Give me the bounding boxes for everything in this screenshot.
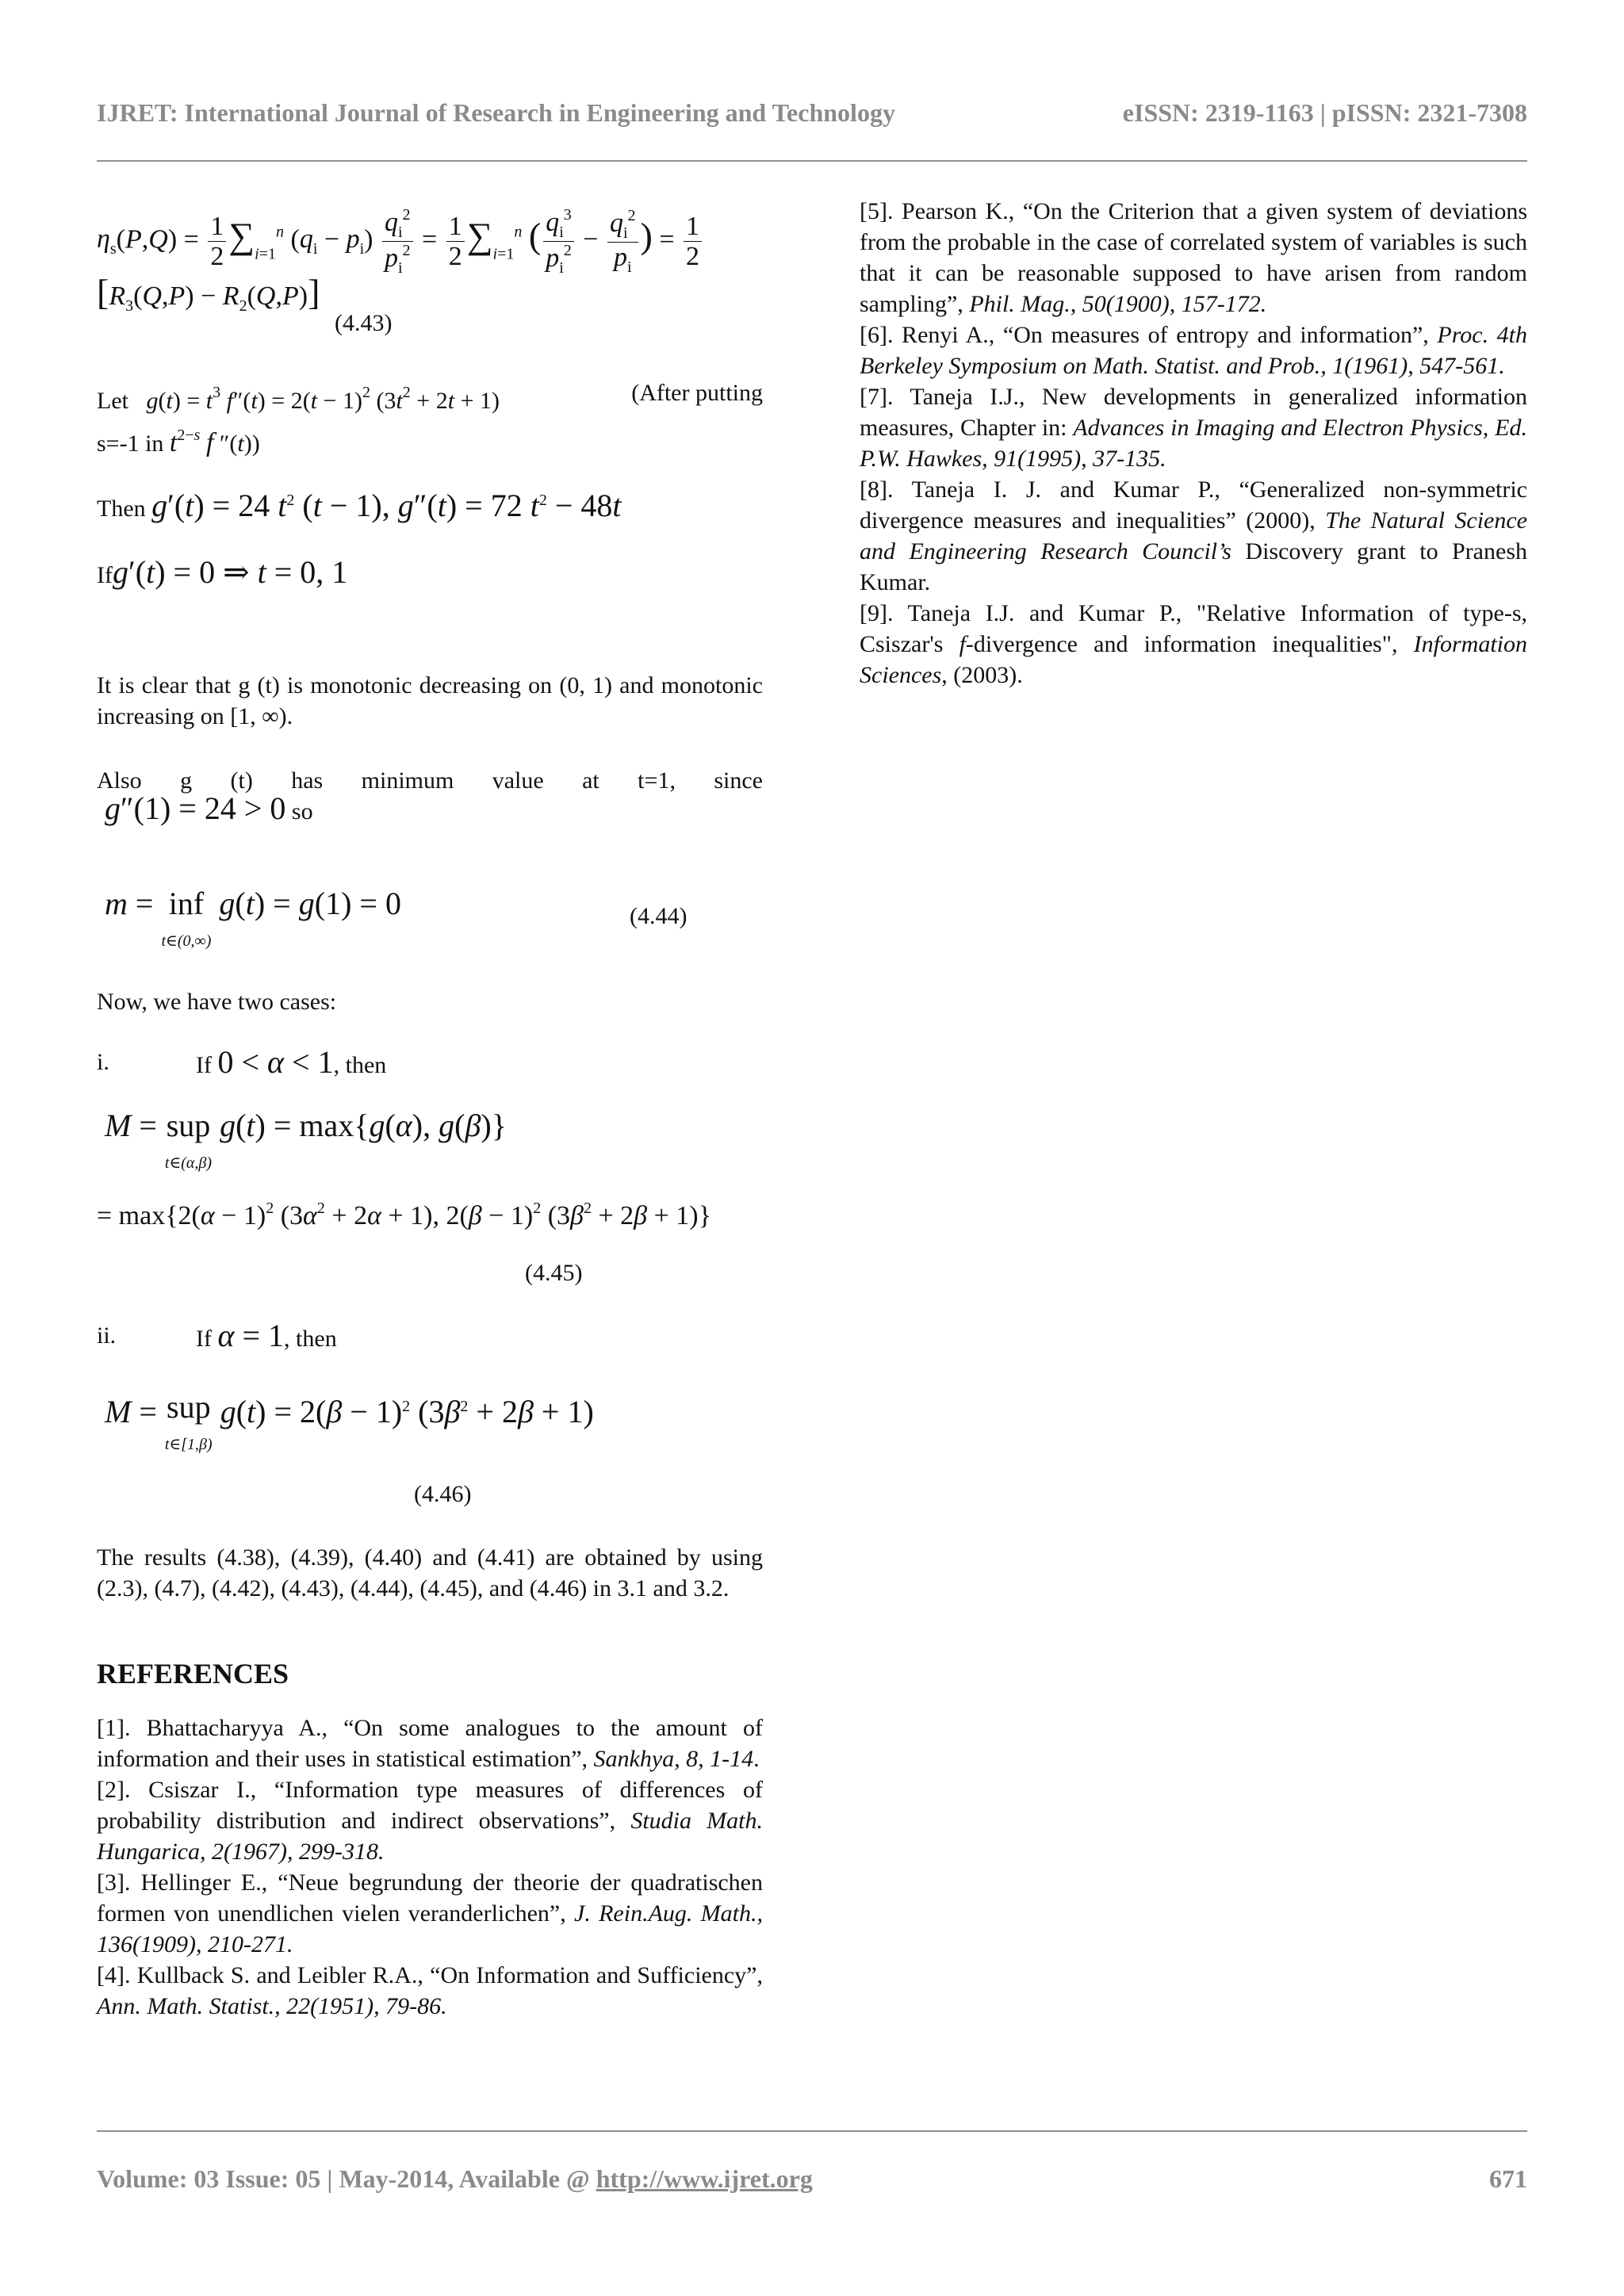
results-paragraph: The results (4.38), (4.39), (4.40) and (4.41) are obtained by using (2.3), (4.7), (4.42), (4.43), (4.44), (4.45), and (4.46) in 3.1 and 3.2. [97,1544,763,1601]
also-line: Also g (t) has minimum value at t=1, since [97,767,763,794]
reference-item: [4]. Kullback S. and Leibler R.A., “On Information and Sufficiency”, Ann. Math. Statist., 22(1951), 79-86. [97,1962,763,2019]
so-word: so [291,798,313,825]
reference-item: [6]. Renyi A., “On measures of entropy and information”, Proc. 4th Berkeley Symposium on Math. Statist. and Prob., 1(1961), 547-561. [860,322,1527,379]
then-line: Then g′(t) = 24 $t^2$ (t − 1), g″(t) = 72 $t^2 - 48t$ [97,488,622,523]
equation-4-45-line2: = $\max\{2(\alpha - 1)^2$ $(3\alpha^2 + 2\alpha + 1)$, $2(\beta - 1)^2$ $(3\beta^2 + 2\beta + 1)$} [97,1200,711,1230]
equation-4-45-line1: M = sup t∈(α,β) g(t) = max{g(α), g(β)} [105,1108,507,1172]
reference-item: [1]. Bhattacharyya A., “On some analogues to the amount of information and their uses in statistical estimation”, Sankhya, 8, 1-14. [97,1715,763,1772]
reference-item: [7]. Taneja I.J., New developments in generalized information measures, Chapter in: Advances in Imaging and Electron Physics, Ed. P.W. Hawkes, 91(1995), 37-135. [860,384,1527,472]
if-word: If [97,562,113,588]
reference-item: [5]. Pearson K., “On the Criterion that a given system of deviations from the probable in the case of correlated system of variables is such that it can be reasonable supposed to have arisen from random sampling”, Phil. Mag., 50(1900), 157-172. [860,198,1527,317]
references-heading: REFERENCES [97,1658,289,1689]
volume-info [97,2164,813,2194]
header-divider [97,160,1527,162]
references-left [97,1712,763,2022]
page-number: 671 [1489,2164,1527,2193]
s-line: s=-1 in $t^{2-s}$ f ″(t)) [97,427,260,457]
equation-number: (4.45) [525,1260,583,1286]
equation-4-43: $\eta_s(P,Q)$ = $\frac{1}{2}$ $\sum_{i=1}^n$ $(q_i - p_i)$ $\frac{q_i^2}{p_i^2}$ = $\frac{1}{2}$ $\sum_{i=1}^n$ ( $\frac{q_i^3}{p_i^2}$ − $\frac{q_i^2}{p_i}$ ) = $\frac{1}{2}$ $[R_3(Q,P) - R_2(Q,P)]$ [97,206,763,322]
reference-item: [3]. Hellinger E., “Neue begrundung der theorie der quadratischen formen von unendlichen vielen veranderlichen”, J. Rein.Aug. Math., 136(1909), 210-271. [97,1869,763,1957]
equation-number: (4.46) [414,1481,472,1507]
journal-title: IJRET: International Journal of Research in Engineering and Technology [97,98,895,127]
volume-text: Volume: 03 Issue: 05 | May-2014, Available @ [97,2164,596,2193]
case-2-if: If [196,1326,212,1352]
case-2-then: , then [284,1326,337,1352]
footer-divider [97,2130,1527,2132]
s-line-prefix: s=-1 in [97,430,164,457]
equation-number: (4.44) [630,903,688,929]
g-double-prime-line: g″(1) = 24 > 0 so [105,790,313,826]
then-word: Then [97,496,146,522]
equation-4-46: M = sup t∈[1,β) $g(t) = 2(\beta - 1)^2$ $(3\beta^2 + 2\beta + 1)$ [105,1389,594,1453]
case-2-line: ii. If α = 1, then [97,1318,337,1353]
reference-item: [2]. Csiszar I., “Information type measures of differences of probability distribution and indirect observations”, Studia Math. Hungarica, 2(1967), 299-318. [97,1777,763,1865]
right-column [860,196,1527,691]
reference-item: [8]. Taneja I. J. and Kumar P., “Generalized non-symmetric divergence measures and inequalities” (2000), The Natural Science and Engineering Research Council’s Discovery grant to Pranesh Kumar. [860,476,1528,595]
equation-number: (4.43) [335,310,393,336]
case-1-then: , then [333,1052,387,1078]
two-cases-text: Now, we have two cases: [97,989,337,1015]
case-1-if: If [196,1052,212,1078]
monotonic-paragraph: It is clear that g (t) is monotonic decreasing on (0, 1) and monotonic increasing on [1, ∞). [97,672,763,729]
let-word: Let [97,388,128,414]
let-line: Let $g(t) = t^3$ $f''(t) = 2(t - 1)^2$ $(3t^2 + 2t + 1)$ (After putting [97,377,763,416]
case-2-label: ii. [97,1322,117,1349]
after-putting-text: (After putting [631,380,763,406]
case-1-line: i. If 0 < α < 1, then [97,1044,387,1080]
reference-item: [9]. Taneja I.J. and Kumar P., "Relative Information of type-s, Csiszar's f-divergence and information inequalities", Information Sciences, (2003). [860,600,1527,688]
page-footer [97,2164,1527,2194]
issn-info: eISSN: 2319-1163 | pISSN: 2321-7308 [1122,98,1527,127]
equation-4-44: m = inf t∈(0,∞) g(t) = g(1) = 0 [105,886,401,950]
journal-url-link[interactable]: http://www.ijret.org [596,2164,813,2193]
case-1-label: i. [97,1049,109,1075]
page-header [97,98,1527,128]
if-line: Ifg′(t) = 0 ⇒ t = 0, 1 [97,554,348,590]
